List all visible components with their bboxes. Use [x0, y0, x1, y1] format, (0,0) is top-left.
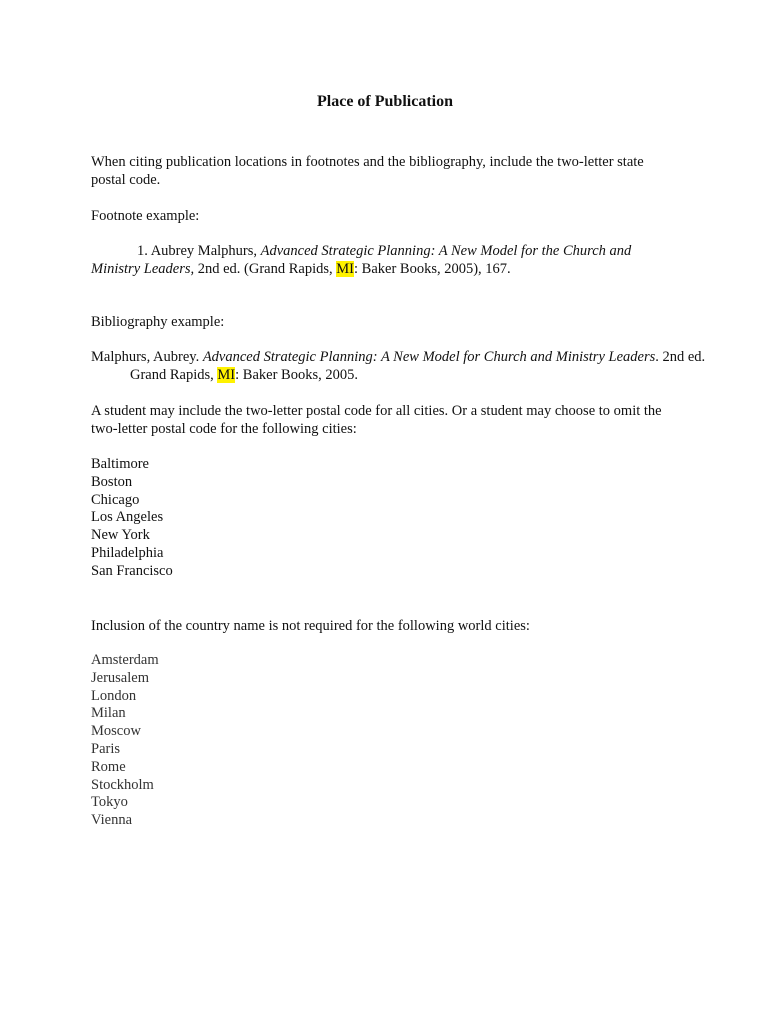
list-item: Boston [91, 473, 133, 490]
list-item: Paris [91, 740, 120, 757]
list-item: Los Angeles [91, 509, 164, 526]
postal-code-note: A student may include the two-letter postal code for all cities. Or a student may choose to omit the two-letter postal code for the following cities: [91, 403, 662, 437]
bibliography-book-title: Advanced Strategic Planning: A New Model for Church and Ministry Leaders [202, 349, 656, 365]
list-item: London [91, 687, 137, 704]
list-item: Baltimore [91, 456, 149, 472]
list-item: New York [91, 527, 150, 544]
list-item: Vienna [91, 812, 133, 829]
list-item: Philadelphia [91, 544, 164, 561]
list-item: Amsterdam [91, 652, 159, 668]
bibliography-edition: . 2nd ed. Grand Rapids, [130, 349, 706, 383]
footnote-book-title: Advanced Strategic Planning: A New Model for the Church and Ministry Leaders, [91, 243, 632, 277]
bibliography-author: Malphurs, Aubrey. [91, 349, 203, 365]
bibliography-label: Bibliography example: [91, 314, 225, 330]
list-item: Milan [91, 705, 126, 722]
world-cities-intro: Inclusion of the country name is not required for the following world cities: [91, 618, 530, 634]
world-cities-list [91, 652, 681, 830]
bibliography-state-highlight: MI [217, 367, 236, 383]
list-item: Tokyo [91, 794, 128, 811]
footnote-state-highlight: MI [336, 261, 354, 277]
bibliography-example [91, 348, 720, 384]
footnote-label: Footnote example: [91, 208, 200, 224]
list-item: Rome [91, 758, 126, 775]
list-item: Moscow [91, 723, 141, 740]
list-item: Jerusalem [91, 669, 149, 686]
footnote-edition: 2nd ed. (Grand Rapids, [194, 261, 337, 277]
page-title: Place of Publication [317, 93, 453, 110]
intro-paragraph: When citing publication locations in footnotes and the bibliography, include the two-letter state postal code. [91, 154, 644, 188]
list-item: Chicago [91, 491, 140, 508]
list-item: San Francisco [91, 562, 173, 579]
list-item: Stockholm [91, 776, 154, 793]
bibliography-rest: : Baker Books, 2005. [235, 367, 358, 383]
us-cities-list [91, 456, 681, 581]
footnote-example [91, 242, 681, 278]
footnote-rest: : Baker Books, 2005), 167. [354, 261, 511, 277]
footnote-number-author: 1. Aubrey Malphurs, [137, 243, 261, 259]
